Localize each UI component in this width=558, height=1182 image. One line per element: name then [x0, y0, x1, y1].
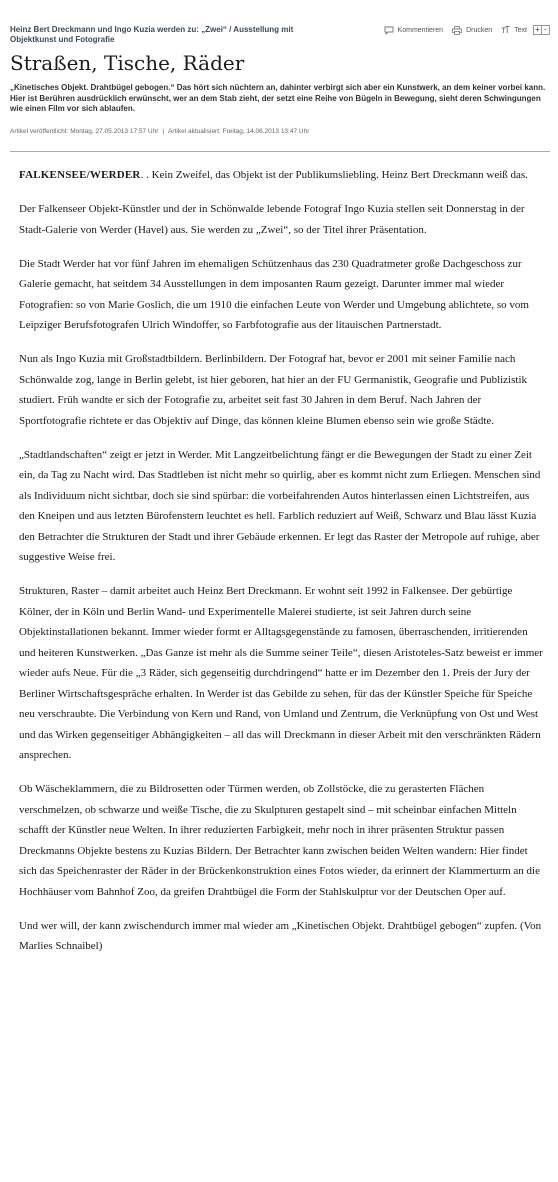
comment-icon — [384, 26, 394, 35]
article-body — [19, 165, 544, 970]
article-teaser: „Kinetisches Objekt. Drahtbügel gebogen.“ Das hört sich nüchtern an, dahinter verbirgt sich aber ein Kunstwerk, an dem keiner vorbei kann. Hier ist Berühren ausdrücklich erwünscht, wer an dem Stab zieht, der setzt eine Reihe von Bügeln in Bewegung, sieht deren Schwingungen wie einen Film vor sich ablaufen. — [10, 83, 546, 113]
article-paragraph: „Stadtlandschaften“ zeigt er jetzt in Werder. Mit Langzeitbelichtung fängt er die Bewegungen der Stadt zu einer Zeit ein, da Tag zu Nacht wird. Das Stadtleben ist nicht mehr so quirlig, aber es kommt nicht zum Erliegen. Menschen sind als Individuum nicht sichtbar, doch sie sind spürbar: die vorbeifahrenden Autos hinterlassen einen Lichtstreifen, aus den Kneipen und aus letzten Bürofenstern leuchtet es hell. Farblich reduziert auf Weiß, Schwarz und Blau lässt Kuzia den Betrachter die Strukturen der Stadt und ihrer Gebäude erkennen. Er legt das Raster der Metropole auf ruhige, aber suggestive Weise frei. — [19, 448, 541, 563]
article-toolbar — [384, 25, 550, 35]
article-paragraph: Ob Wäscheklammern, die zu Bildrosetten oder Türmen werden, ob Zollstöcke, die zu gerasterten Flächen verschmelzen, ob schwarze und weiße Tische, die zu Skulpturen gestapelt sind – mit scheinbar einfachen Mitteln schafft der Künstler neue Welten. In ihrer reduzierten Farbigkeit, mehr noch in ihrer präsenten Struktur passen Dreckmanns Objekte bestens zu Kuzias Bildern. Der Betrachter kann zwischen beiden Welten wandern: Hier findet sich das Speichenraster der Räder in der Brückenkonstruktion eines Fotos wieder, da erinnert der Klammerturm an die Hochhäuser vom Bahnhof Zoo, da greifen Drahtbügel die Form der Stahlskulptur vor der Deutschen Oper auf. — [19, 783, 540, 898]
text-decrease-button[interactable]: - — [541, 26, 549, 34]
article-paragraph: Der Falkenseer Objekt-Künstler und der in Schönwalde lebende Fotograf Ingo Kuzia stellen seit Donnerstag in der Stadt-Galerie von Werder (Havel) aus. Sie werden zu „Zwei“, so der Titel ihrer Präsentation. — [19, 203, 525, 236]
article-title: Straßen, Tische, Räder — [10, 51, 245, 75]
text-size-buttons — [533, 25, 550, 35]
comment-label: Kommentieren — [397, 26, 444, 34]
article-paragraph: Nun als Ingo Kuzia mit Großstadtbildern. Berlinbildern. Der Fotograf hat, bevor er 2001 mit seiner Familie nach Schönwalde zog, lange in Berlin gelebt, ist hier geboren, hat hier an der FU Germanistik, Geografie und Publizistik studiert. Früh wandte er sich der Fotografie zu, arbeitet seit fast 30 Jahren in dem Beruf. Nach Jahren der Sportfotografie richtete er das Objektiv auf Dinge, das können kleine Blumen ebenso sein wie große Städte. — [19, 353, 528, 427]
print-label: Drucken — [466, 26, 493, 34]
article-paragraph: Die Stadt Werder hat vor fünf Jahren im ehemaligen Schützenhaus das 230 Quadratmeter große Dachgeschoss zur Galerie gemacht, hat seitdem 34 Ausstellungen in dem imposanten Raum gezeigt. Darunter immer mal wieder Fotografien: so von Marie Goslich, die um 1910 die einfachen Leute von Werder und Umgebung ablichtete, so vom Leipziger Berufsfotografen Ulrich Windoffer, so Farbfotografie aus der litauischen Partnerstadt. — [19, 257, 529, 331]
printer-icon — [452, 26, 462, 35]
print-button[interactable] — [452, 26, 492, 35]
article-meta — [10, 127, 309, 136]
article-paragraph: Und wer will, der kann zwischendurch immer mal wieder am „Kinetischen Objekt. Drahtbügel gebogen“ zupfen. (Von Marlies Schnaibel) — [19, 919, 542, 952]
header-divider — [10, 151, 550, 152]
dateline: FALKENSEE/WERDER — [19, 169, 141, 181]
article-paragraph — [19, 165, 544, 186]
lead-text: . . Kein Zweifel, das Objekt ist der Publikumsliebling. Heinz Bert Dreckmann weiß das. — [140, 169, 528, 181]
article-paragraph: Strukturen, Raster – damit arbeitet auch Heinz Bert Dreckmann. Er wohnt seit 1992 in Falkensee. Der gebürtige Kölner, der in Köln und Berlin Wand- und Experimentelle Malerei studierte, ist seit Jahren durch seine Objektinstallationen bekannt. Immer wieder formt er Alltagsgegenstände zu famosen, überraschenden, irritierenden und heiteren Kunstwerken. „Das Ganze ist mehr als die Summe seiner Teile“, diesen Aristoteles-Satz beweist er immer wieder aufs Neue. Für die „3 Räder, sich gegenseitig durchdringend“ hatte er im Dezember den 1. Preis der Jury der Berliner Wirtschaftsgespräche erhalten. In Werder ist das Gebilde zu sehen, für das der Künstler Speiche für Speiche neu verschraubte. Die Verbindung von Kern und Rand, von Umland und Zentrum, die Verknüpfung von Ost und West und das Wirken gegenseitiger Abhängigkeiten – all das will Dreckmann in dieser Arbeit mit den verschränkten Rädern ansprechen. — [19, 585, 543, 761]
text-size-label: Text — [514, 26, 527, 34]
updated-date: Artikel aktualisiert: Freitag, 14.06.2013 13:47 Uhr — [168, 128, 310, 135]
meta-separator: | — [162, 128, 165, 135]
text-size-control — [501, 25, 550, 35]
article-kicker: Heinz Bert Dreckmann und Ingo Kuzia werden zu: „Zwei“ / Ausstellung mit Objektkunst und Fotografie — [10, 25, 294, 44]
comment-button[interactable] — [384, 26, 444, 35]
text-size-icon — [501, 26, 510, 34]
text-increase-button[interactable]: + — [535, 25, 540, 34]
published-date: Artikel veröffentlicht: Montag, 27.05.2013 17:57 Uhr — [10, 128, 159, 135]
